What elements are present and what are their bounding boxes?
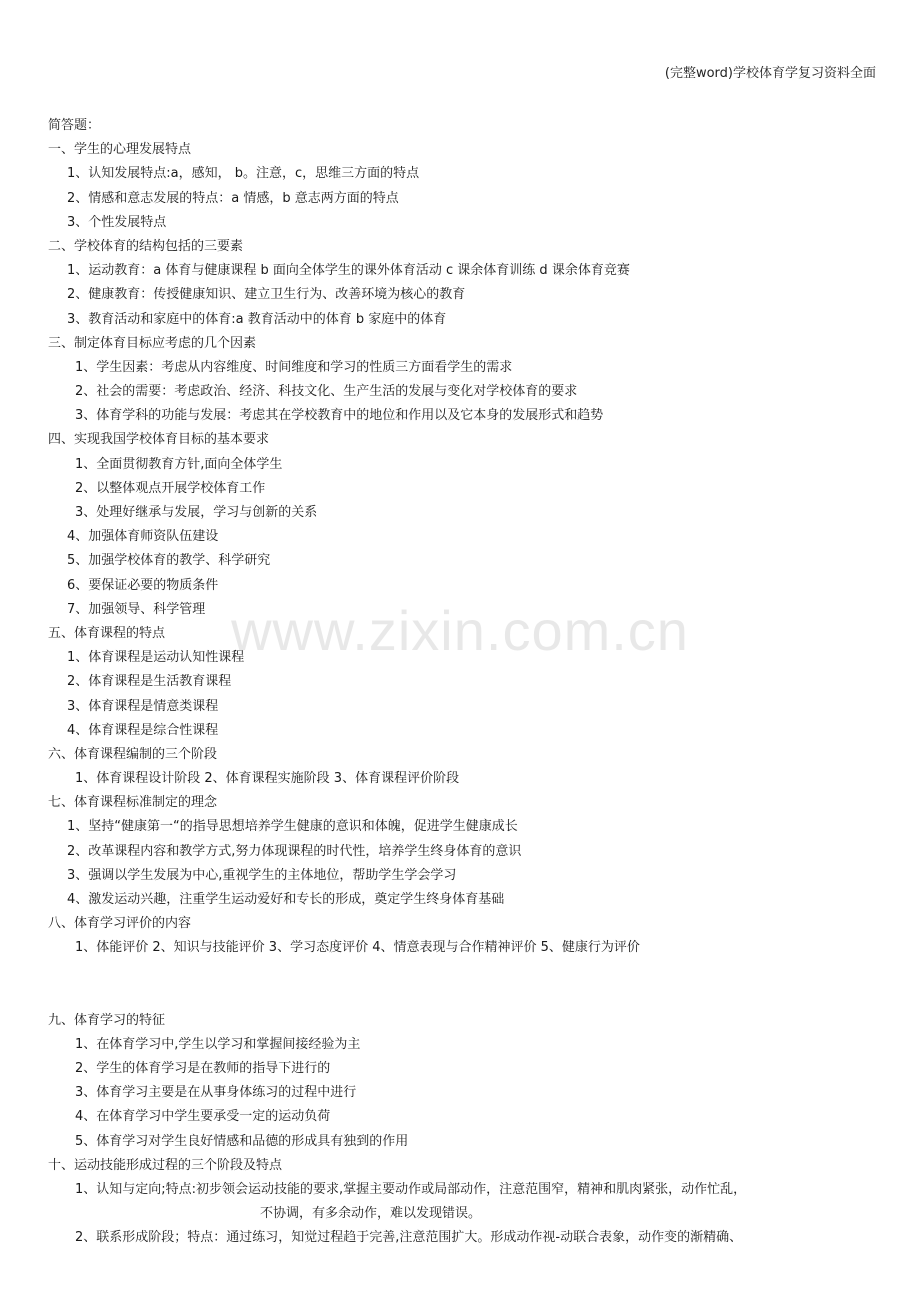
list-item: 2、体育课程是生活教育课程 [67, 674, 232, 690]
list-item: 7、加强领导、科学管理 [67, 601, 206, 617]
watermark: www.zixin.com.cn [231, 599, 689, 662]
list-item: 3、体育学科的功能与发展：考虑其在学校教育中的地位和作用以及它本身的发展形式和趋势 [75, 408, 604, 424]
list-item: 1、在体育学习中,学生以学习和掌握间接经验为主 [75, 1036, 361, 1052]
list-item: 5、加强学校体育的教学、科学研究 [67, 553, 271, 569]
section-title: 四、实现我国学校体育目标的基本要求 [48, 432, 270, 448]
blank-gap [0, 961, 920, 1009]
list-item: 2、改革课程内容和教学方式,努力体现课程的时代性，培养学生终身体育的意识 [67, 843, 522, 859]
list-item: 1、认知与定向;特点:初步领会运动技能的要求,掌握主要动作或局部动作，注意范围窄，精神和肌肉紧张，动作忙乱， [75, 1181, 747, 1197]
list-item: 2、社会的需要：考虑政治、经济、科技文化、生产生活的发展与变化对学校体育的要求 [75, 384, 578, 400]
section-title: 五、体育课程的特点 [48, 625, 166, 641]
list-item: 2、情感和意志发展的特点：a 情感，b 意志两方面的特点 [67, 190, 399, 206]
section-title: 二、学校体育的结构包括的三要素 [48, 238, 244, 254]
list-item: 5、体育学习对学生良好情感和品德的形成具有独到的作用 [75, 1133, 409, 1149]
list-item: 1、坚持“健康第一“的指导思想培养学生健康的意识和体魄，促进学生健康成长 [67, 819, 518, 835]
section-title: 八、体育学习评价的内容 [48, 916, 192, 932]
list-item: 3、体育课程是情意类课程 [67, 698, 219, 714]
list-item: 4、加强体育师资队伍建设 [67, 529, 219, 545]
list-item: 3、强调以学生发展为中心,重视学生的主体地位，帮助学生学会学习 [67, 867, 457, 883]
list-item: 1、体育课程设计阶段 2、体育课程实施阶段 3、体育课程评价阶段 [75, 771, 460, 787]
list-item: 2、健康教育：传授健康知识、建立卫生行为、改善环境为核心的教育 [67, 287, 466, 303]
list-item: 3、处理好继承与发展，学习与创新的关系 [75, 505, 318, 520]
list-item-continuation: 不协调，有多余动作，难以发现错误。 [260, 1206, 482, 1222]
list-item: 4、激发运动兴趣，注重学生运动爱好和专长的形成，奠定学生终身体育基础 [67, 892, 505, 907]
section-title: 一、学生的心理发展特点 [48, 142, 192, 158]
section-title: 六、体育课程编制的三个阶段 [48, 746, 218, 762]
section-label: 简答题： [48, 118, 101, 133]
list-item: 6、要保证必要的物质条件 [67, 577, 219, 593]
section-title: 九、体育学习的特征 [48, 1012, 166, 1028]
document-header: (完整word)学校体育学复习资料全面 [664, 66, 876, 81]
list-item: 1、认知发展特点:a，感知， b。注意，c，思维三方面的特点 [67, 166, 420, 182]
list-item: 1、体育课程是运动认知性课程 [67, 650, 245, 666]
document-body [0, 114, 920, 1250]
list-item: 3、教育活动和家庭中的体育:a 教育活动中的体育 b 家庭中的体育 [67, 311, 447, 327]
list-item: 2、联系形成阶段；特点：通过练习，知觉过程趋于完善,注意范围扩大。形成动作视-动联合表象，动作变的渐精确、 [75, 1230, 743, 1246]
list-item: 2、学生的体育学习是在教师的指导下进行的 [75, 1060, 331, 1076]
list-item: 4、在体育学习中学生要承受一定的运动负荷 [75, 1109, 331, 1125]
list-item: 2、以整体观点开展学校体育工作 [75, 480, 266, 496]
list-item: 1、运动教育：a 体育与健康课程 b 面向全体学生的课外体育活动 c 课余体育训练 d 课余体育竞赛 [67, 263, 630, 279]
list-item: 3、个性发展特点 [67, 214, 167, 230]
list-item: 3、体育学习主要是在从事身体练习的过程中进行 [75, 1085, 357, 1101]
section-title: 七、体育课程标准制定的理念 [48, 795, 218, 811]
section-title: 十、运动技能形成过程的三个阶段及特点 [48, 1157, 283, 1173]
section-title: 三、制定体育目标应考虑的几个因素 [48, 335, 257, 351]
list-item: 1、学生因素：考虑从内容维度、时间维度和学习的性质三方面看学生的需求 [75, 359, 513, 375]
list-item: 1、体能评价 2、知识与技能评价 3、学习态度评价 4、情意表现与合作精神评价 5、健康行为评价 [75, 940, 640, 956]
list-item: 1、全面贯彻教育方针,面向全体学生 [75, 456, 283, 472]
list-item: 4、体育课程是综合性课程 [67, 722, 219, 738]
